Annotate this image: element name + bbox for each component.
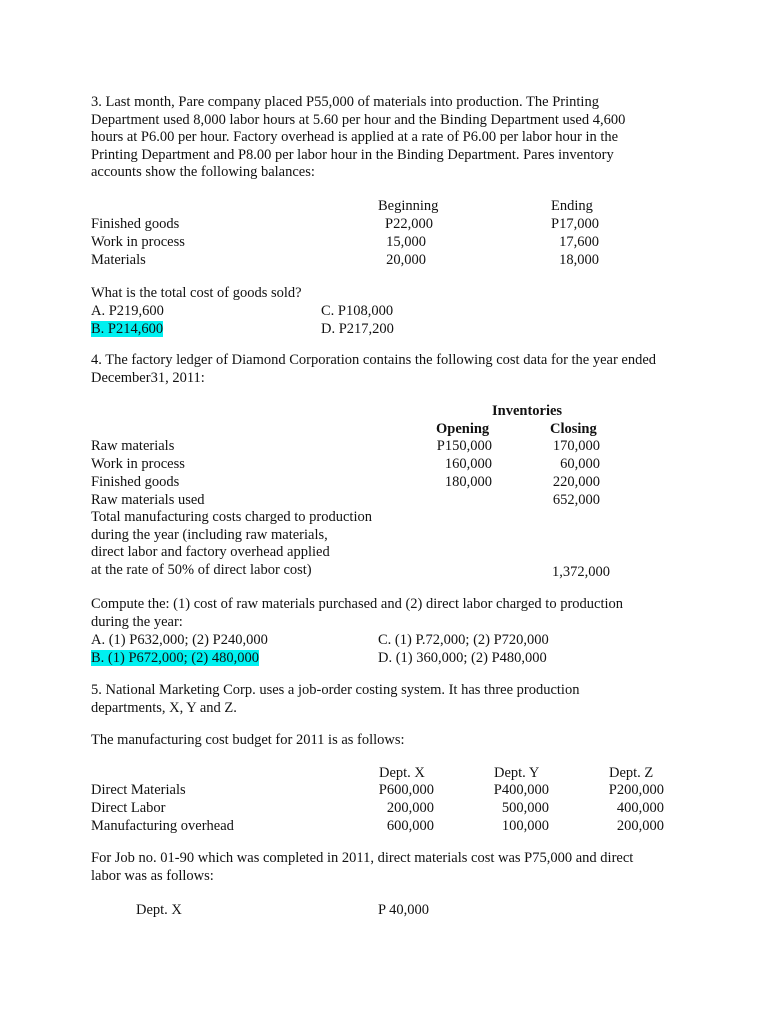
answer-highlight: B. (1) P672,000; (2) 480,000 — [91, 650, 259, 666]
q4-choice-c: C. (1) P.72,000; (2) P720,000 — [378, 632, 549, 648]
q3-row-ending: 17,600 — [559, 234, 599, 250]
q5-job-line: For Job no. 01-90 which was completed in 2011, direct materials cost was P75,000 and direct — [91, 850, 634, 866]
q3-line: accounts show the following balances: — [91, 164, 315, 181]
q4-row-label: Finished goods — [91, 474, 180, 490]
q4-row-opening: 160,000 — [444, 456, 492, 472]
q4-row-label: Raw materials — [91, 438, 175, 454]
q3-row-beginning: 15,000 — [386, 234, 426, 250]
q3-choice-d: D. P217,200 — [321, 321, 394, 337]
q4-row-closing: 60,000 — [560, 456, 600, 472]
q4-row-closing: 652,000 — [552, 492, 600, 508]
q4-row-closing: 220,000 — [552, 474, 600, 490]
q4-col-opening: Opening — [436, 421, 490, 437]
q4-total-label — [91, 509, 372, 579]
q5-job-line: labor was as follows: — [91, 867, 214, 884]
q5-row-label: Direct Materials — [91, 782, 186, 798]
q5-paragraph — [91, 682, 579, 717]
q3-col-ending: Ending — [551, 198, 593, 214]
q5-row-label: Direct Labor — [91, 800, 166, 816]
q4-row-opening: P150,000 — [436, 438, 492, 454]
q3-row-beginning: P22,000 — [385, 216, 433, 232]
q5-row-x: 200,000 — [386, 800, 434, 816]
q4-choice-b-answer — [91, 649, 259, 667]
q4-row-opening: 180,000 — [444, 474, 492, 490]
q5-row-y: 100,000 — [501, 818, 549, 834]
q4-row-closing: 170,000 — [552, 438, 600, 454]
q3-choice-b-answer — [91, 320, 163, 338]
q3-line: hours at P6.00 per hour. Factory overhead is applied at a rate of P6.00 per labor hour in the — [91, 129, 619, 146]
q3-row-label: Work in process — [91, 234, 185, 250]
q3-row-ending: 18,000 — [559, 252, 599, 268]
q5-row-z: P200,000 — [608, 782, 664, 798]
q4-group-header: Inventories — [492, 403, 563, 419]
q5-budget-intro: The manufacturing cost budget for 2011 is as follows: — [91, 732, 405, 748]
q5-row-y: P400,000 — [493, 782, 549, 798]
q3-row-ending: P17,000 — [551, 216, 599, 232]
q5-row-z: 200,000 — [616, 818, 664, 834]
q5-row-x: P600,000 — [378, 782, 434, 798]
q4-line: 4. The factory ledger of Diamond Corporation contains the following cost data for the year ended — [91, 352, 657, 368]
q5-row-label: Manufacturing overhead — [91, 818, 234, 834]
q5-row-y: 500,000 — [501, 800, 549, 816]
q5-job-dept-label: Dept. X — [136, 902, 182, 918]
q3-line: 3. Last month, Pare company placed P55,000 of materials into production. The Printing — [91, 94, 599, 110]
q5-row-x: 600,000 — [386, 818, 434, 834]
q3-choice-c: C. P108,000 — [321, 303, 394, 319]
q5-col-dept-z: Dept. Z — [609, 765, 654, 781]
q4-row-label: Work in process — [91, 456, 185, 472]
q3-line: Printing Department and P8.00 per labor hour in the Binding Department. Pares inventory — [91, 146, 614, 163]
q4-paragraph — [91, 352, 656, 387]
q4-row-label: Raw materials used — [91, 492, 205, 508]
q3-row-beginning: 20,000 — [386, 252, 426, 268]
q4-question — [91, 596, 623, 631]
q4-total-line: at the rate of 50% of direct labor cost) — [91, 561, 312, 578]
q4-total-line: direct labor and factory overhead applied — [91, 544, 330, 561]
q4-choice-d: D. (1) 360,000; (2) P480,000 — [378, 650, 547, 666]
q5-job-dept-value: P 40,000 — [378, 902, 430, 918]
q4-total-line: Total manufacturing costs charged to production — [91, 509, 372, 525]
q3-line: Department used 8,000 labor hours at 5.60 per hour and the Binding Department used 4,600 — [91, 111, 626, 128]
q4-question-line: Compute the: (1) cost of raw materials purchased and (2) direct labor charged to production — [91, 596, 624, 612]
q4-col-closing: Closing — [550, 421, 597, 437]
q4-question-line: during the year: — [91, 613, 183, 630]
q3-col-beginning: Beginning — [378, 198, 439, 214]
q3-paragraph — [91, 94, 625, 182]
q5-line: 5. National Marketing Corp. uses a job-order costing system. It has three production — [91, 682, 580, 698]
q3-question: What is the total cost of goods sold? — [91, 285, 302, 301]
q5-line: departments, X, Y and Z. — [91, 699, 237, 716]
answer-highlight: B. P214,600 — [91, 321, 164, 337]
q4-line: December31, 2011: — [91, 369, 205, 386]
q3-row-label: Materials — [91, 252, 146, 268]
q4-choice-a: A. (1) P632,000; (2) P240,000 — [91, 632, 268, 648]
q3-choice-a: A. P219,600 — [91, 303, 164, 319]
q5-job-paragraph — [91, 850, 633, 885]
q5-row-z: 400,000 — [616, 800, 664, 816]
q3-row-label: Finished goods — [91, 216, 180, 232]
q4-total-line: during the year (including raw materials, — [91, 526, 328, 543]
q4-total-value: 1,372,000 — [552, 564, 610, 580]
q5-col-dept-x: Dept. X — [379, 765, 425, 781]
q5-col-dept-y: Dept. Y — [494, 765, 540, 781]
